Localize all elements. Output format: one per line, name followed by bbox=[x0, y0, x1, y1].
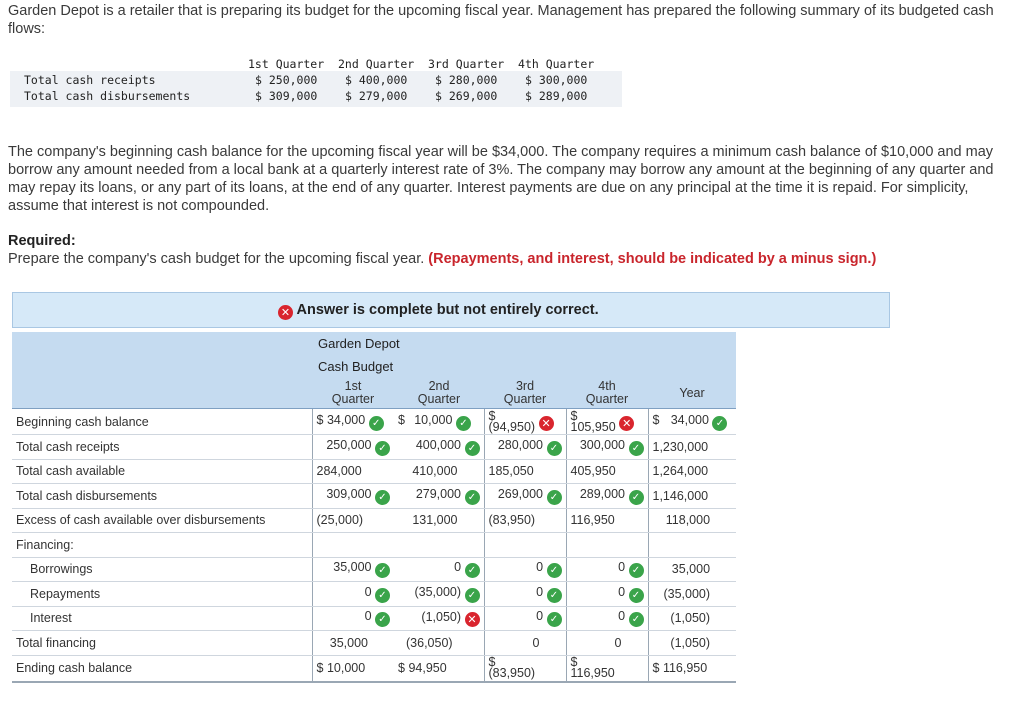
row-borrowings bbox=[12, 557, 736, 582]
check-icon: ✓ bbox=[547, 563, 562, 578]
cell-q2[interactable]: (35,000) ✓ bbox=[394, 582, 484, 607]
cell-q1[interactable]: 35,000 ✓ bbox=[312, 557, 394, 582]
cell-year: 1,230,000 bbox=[648, 435, 736, 460]
cell-q4[interactable]: 289,000 ✓ bbox=[566, 484, 648, 509]
company-name: Garden Depot bbox=[312, 332, 736, 355]
cell-q2: $ 94,950 bbox=[394, 655, 484, 682]
cell-q1[interactable]: $ 34,000 ✓ bbox=[312, 409, 394, 435]
check-icon: ✓ bbox=[547, 441, 562, 456]
cash-budget-table bbox=[12, 332, 736, 683]
cell-q3: 0 bbox=[484, 631, 566, 656]
x-circle-icon: ✕ bbox=[619, 416, 634, 431]
banner-text: Answer is complete but not entirely correct. bbox=[296, 302, 599, 318]
cell-q4: 405,950 bbox=[566, 459, 648, 484]
row-label: Total cash available bbox=[12, 459, 312, 484]
x-circle-icon: ✕ bbox=[539, 416, 554, 431]
cell-year[interactable]: $ 34,000 ✓ bbox=[648, 409, 736, 435]
check-icon: ✓ bbox=[465, 441, 480, 456]
row-disbursements bbox=[12, 484, 736, 509]
row-interest bbox=[12, 606, 736, 631]
cell-q2[interactable]: 0 ✓ bbox=[394, 557, 484, 582]
title-row bbox=[12, 355, 736, 378]
cell-q2[interactable]: $ 10,000 ✓ bbox=[394, 409, 484, 435]
check-icon: ✓ bbox=[547, 490, 562, 505]
summary-receipts-values: $ 250,000 $ 400,000 $ 280,000 $ 300,000 bbox=[255, 73, 588, 87]
cell-q2[interactable]: (1,050) ✕ bbox=[394, 606, 484, 631]
cell-year: $ 116,950 bbox=[648, 655, 736, 682]
check-icon: ✓ bbox=[369, 416, 384, 431]
cell-q1: 35,000 bbox=[312, 631, 394, 656]
check-icon: ✓ bbox=[629, 441, 644, 456]
col-q4: 4th Quarter bbox=[566, 378, 648, 409]
summary-disbursements-values: $ 309,000 $ 279,000 $ 269,000 $ 289,000 bbox=[255, 89, 588, 103]
required-note: (Repayments, and interest, should be indicated by a minus sign.) bbox=[428, 251, 877, 267]
check-icon: ✓ bbox=[375, 612, 390, 627]
col-q3: 3rd Quarter bbox=[484, 378, 566, 409]
cell-q1[interactable]: 0 ✓ bbox=[312, 582, 394, 607]
x-circle-icon: ✕ bbox=[278, 305, 293, 320]
summary-disbursements-label: Total cash disbursements bbox=[24, 89, 191, 103]
check-icon: ✓ bbox=[629, 563, 644, 578]
banner-content bbox=[278, 302, 599, 320]
check-icon: ✓ bbox=[629, 490, 644, 505]
check-icon: ✓ bbox=[465, 490, 480, 505]
row-repayments bbox=[12, 582, 736, 607]
company-paragraph: The company's beginning cash balance for the upcoming fiscal year will be $34,000. The company requires a minimum cash balance of $10,000 and may borrow any amount needed from a local bank at a quarterly interest rate of 3%. The company may borrow any amount at the beginning of any quarter and may repay its loans, or any part of its loans, at the end of any quarter. Interest payments are due on any principal at the time it is repaid. For simplicity, assume that interest is not compounded. bbox=[8, 144, 994, 214]
row-available bbox=[12, 459, 736, 484]
cell-q1: $ 10,000 bbox=[312, 655, 394, 682]
row-label: Total cash receipts bbox=[12, 435, 312, 460]
cell-q1: 284,000 bbox=[312, 459, 394, 484]
cell-q2: 410,000 bbox=[394, 459, 484, 484]
cell-year: 1,146,000 bbox=[648, 484, 736, 509]
check-icon: ✓ bbox=[375, 563, 390, 578]
cell-q4[interactable]: $ 105,950 ✕ bbox=[566, 409, 648, 435]
cell-q3[interactable]: 0 ✓ bbox=[484, 557, 566, 582]
required-text bbox=[8, 251, 876, 267]
cell-q2[interactable]: 400,000 ✓ bbox=[394, 435, 484, 460]
cell-q3[interactable]: 280,000 ✓ bbox=[484, 435, 566, 460]
row-label: Beginning cash balance bbox=[12, 409, 312, 435]
cell-q1: (25,000) bbox=[312, 508, 394, 533]
cell-q4[interactable]: 0 ✓ bbox=[566, 582, 648, 607]
cell-q3: (83,950) bbox=[484, 508, 566, 533]
row-label: Borrowings bbox=[12, 557, 312, 582]
cell-year: (1,050) bbox=[648, 606, 736, 631]
cell-q3[interactable]: 0 ✓ bbox=[484, 606, 566, 631]
row-excess bbox=[12, 508, 736, 533]
intro-paragraph: Garden Depot is a retailer that is preparing its budget for the upcoming fiscal year. Management has prepared the following summary of its budgeted cash flows: bbox=[8, 3, 994, 37]
row-label: Interest bbox=[12, 606, 312, 631]
cell-year: 118,000 bbox=[648, 508, 736, 533]
row-total-financing bbox=[12, 631, 736, 656]
col-q2: 2nd Quarter bbox=[394, 378, 484, 409]
cell-q4[interactable]: 0 ✓ bbox=[566, 557, 648, 582]
cell-q4: $ 116,950 bbox=[566, 655, 648, 682]
cell-year: (35,000) bbox=[648, 582, 736, 607]
cell-year: (1,050) bbox=[648, 631, 736, 656]
check-icon: ✓ bbox=[465, 588, 480, 603]
cell-q1[interactable]: 250,000 ✓ bbox=[312, 435, 394, 460]
cell-q4: 0 bbox=[566, 631, 648, 656]
row-financing bbox=[12, 533, 736, 558]
row-label: Total cash disbursements bbox=[12, 484, 312, 509]
row-label: Excess of cash available over disbursements bbox=[12, 508, 312, 533]
row-label: Ending cash balance bbox=[12, 655, 312, 682]
x-circle-icon: ✕ bbox=[465, 612, 480, 627]
row-label: Total financing bbox=[12, 631, 312, 656]
summary-receipts-label: Total cash receipts bbox=[24, 73, 156, 87]
column-header-row bbox=[12, 378, 736, 409]
row-ending bbox=[12, 655, 736, 682]
cell-year: 35,000 bbox=[648, 557, 736, 582]
check-icon: ✓ bbox=[375, 441, 390, 456]
col-q1: 1st Quarter bbox=[312, 378, 394, 409]
row-receipts bbox=[12, 435, 736, 460]
budget-title: Cash Budget bbox=[312, 355, 736, 378]
check-icon: ✓ bbox=[547, 612, 562, 627]
cell-q4[interactable]: 0 ✓ bbox=[566, 606, 648, 631]
check-icon: ✓ bbox=[375, 588, 390, 603]
row-beginning bbox=[12, 409, 736, 435]
cell-q4[interactable]: 300,000 ✓ bbox=[566, 435, 648, 460]
summary-header: 1st Quarter 2nd Quarter 3rd Quarter 4th Quarter bbox=[248, 57, 595, 71]
cell-q3[interactable]: $ (94,950) ✕ bbox=[484, 409, 566, 435]
cell-q3: 185,050 bbox=[484, 459, 566, 484]
cell-q1[interactable]: 0 ✓ bbox=[312, 606, 394, 631]
cell-q2[interactable]: 279,000 ✓ bbox=[394, 484, 484, 509]
cell-q1[interactable]: 309,000 ✓ bbox=[312, 484, 394, 509]
cell-q3[interactable]: 0 ✓ bbox=[484, 582, 566, 607]
col-year: Year bbox=[648, 378, 736, 409]
check-icon: ✓ bbox=[456, 416, 471, 431]
required-instruction: Prepare the company's cash budget for the upcoming fiscal year. bbox=[8, 251, 425, 267]
check-icon: ✓ bbox=[712, 416, 727, 431]
check-icon: ✓ bbox=[629, 612, 644, 627]
cell-q2: 131,000 bbox=[394, 508, 484, 533]
row-label: Repayments bbox=[12, 582, 312, 607]
cell-q3[interactable]: 269,000 ✓ bbox=[484, 484, 566, 509]
cell-year: 1,264,000 bbox=[648, 459, 736, 484]
answer-banner bbox=[12, 292, 890, 328]
cell-q2: (36,050) bbox=[394, 631, 484, 656]
cell-q3: $ (83,950) bbox=[484, 655, 566, 682]
company-row bbox=[12, 332, 736, 355]
cell-q4: 116,950 bbox=[566, 508, 648, 533]
row-label: Financing: bbox=[12, 533, 312, 558]
check-icon: ✓ bbox=[375, 490, 390, 505]
check-icon: ✓ bbox=[547, 588, 562, 603]
required-heading: Required: bbox=[8, 233, 76, 249]
check-icon: ✓ bbox=[629, 588, 644, 603]
check-icon: ✓ bbox=[465, 563, 480, 578]
